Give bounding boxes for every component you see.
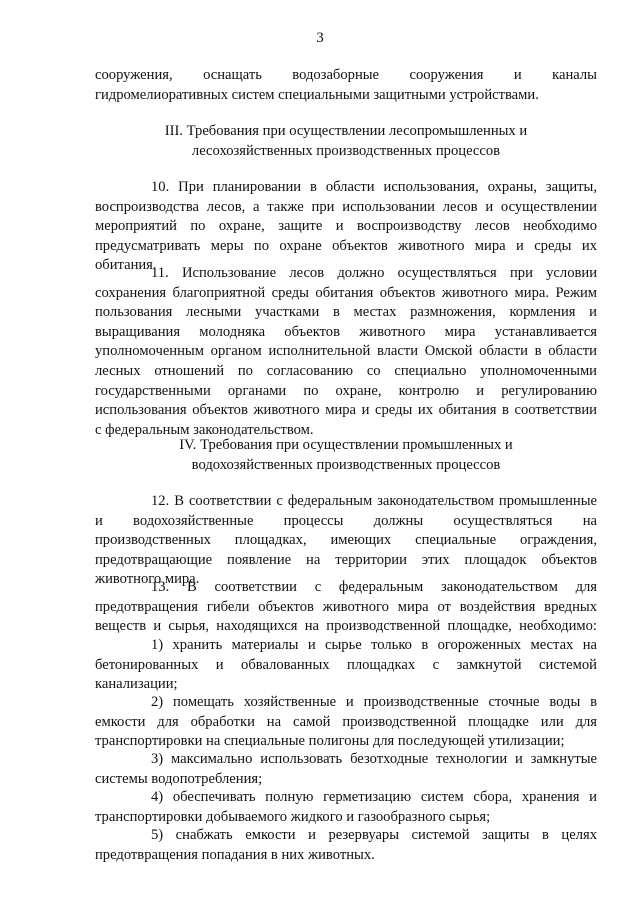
text-line: бетонированных и обвалованных площадках с замкнутой системой (95, 656, 597, 673)
text-line: веществ и сырья, находящихся на производственной площадке, необходимо: (95, 618, 597, 635)
list-item-1 (95, 636, 597, 695)
text-line: предусматривать меры по охране объектов животного мира и среды их (95, 237, 597, 254)
section-heading-4 (95, 436, 597, 475)
text-line: сооружения, оснащать водозаборные сооружения и каналы (95, 67, 597, 83)
list-item-3 (95, 750, 597, 789)
text-line: 12. В соответствии с федеральным законодательством промышленные (151, 493, 597, 509)
text-line: пользования лесными участками в местах размножения, кормления и (95, 304, 597, 321)
text-line: государственными органами по охране, контролю и регулированию (95, 382, 597, 399)
text-line: системы водопотребления; (95, 770, 263, 787)
text-line: сохранения благоприятной среды обитания объектов животного мира. Режим (95, 284, 597, 301)
text-line: выращивания молодняка объектов животного мира устанавливается (95, 323, 597, 340)
heading-line: III. Требования при осуществлении лесопромышленных и (164, 123, 528, 139)
text-line: транспортировки на специальные полигоны для последующей утилизации; (95, 733, 565, 750)
text-line: с федеральным законодательством. (95, 421, 314, 438)
text-line: предотвращающие появление на территории этих площадок объектов (95, 551, 597, 568)
text-line: обитания. (95, 257, 157, 274)
text-line: и водохозяйственные процессы должны осуществляться на (95, 512, 597, 529)
text-line: животного мира. (95, 571, 200, 588)
text-line: гидромелиоративных систем специальными защитными устройствами. (95, 86, 539, 103)
text-line: 13. В соответствии с федеральным законодательством для (151, 579, 597, 595)
text-line: уполномоченным органом исполнительной власти Омской области в области (95, 343, 597, 360)
heading-line: IV. Требования при осуществлении промышленных и (179, 437, 513, 453)
paragraph-13 (95, 578, 597, 637)
paragraph-11 (95, 264, 597, 440)
text-line: 11. Использование лесов должно осуществляться при условии (151, 265, 597, 281)
heading-line: водохозяйственных производственных процессов (191, 456, 501, 473)
text-line: 3) максимально использовать безотходные технологии и замкнутые (151, 751, 597, 767)
text-line: 4) обеспечивать полную герметизацию систем сбора, хранения и (151, 789, 597, 805)
text-line: лесных отношений по согласованию со специально уполномоченными (95, 362, 597, 379)
list-item-2 (95, 693, 597, 752)
text-line: воспроизводства лесов, а также при использовании лесов и осуществлении (95, 198, 597, 215)
text-line: 1) хранить материалы и сырье только в огороженных местах на (151, 637, 597, 653)
paragraph-continuation (95, 66, 597, 105)
text-line: 10. При планировании в области использования, охраны, защиты, (151, 179, 597, 195)
paragraph-10 (95, 178, 597, 276)
text-line: 2) помещать хозяйственные и производственные сточные воды в (151, 694, 597, 710)
text-line: предотвращения гибели объектов животного мира от воздействия вредных (95, 598, 597, 615)
text-line: 5) снабжать емкости и резервуары системой защиты в целях (151, 827, 597, 843)
page-number: 3 (316, 30, 324, 46)
list-item-5 (95, 826, 597, 865)
text-line: мероприятий по охране, защите и воспроизводству лесов необходимо (95, 218, 597, 235)
text-line: использования объектов животного мира и среды их обитания в соответствии (95, 402, 597, 419)
heading-line: лесохозяйственных производственных процессов (191, 142, 501, 159)
text-line: емкости для обработки на самой производственной площадке или для (95, 713, 597, 730)
text-line: предотвращения попадания в них животных. (95, 846, 375, 863)
paragraph-12 (95, 492, 597, 590)
section-heading-3 (95, 122, 597, 161)
text-line: канализации; (95, 676, 178, 693)
text-line: транспортировки добываемого жидкого и газообразного сырья; (95, 808, 491, 825)
text-line: производственных площадках, имеющих специальные ограждения, (95, 532, 597, 549)
list-item-4 (95, 788, 597, 827)
